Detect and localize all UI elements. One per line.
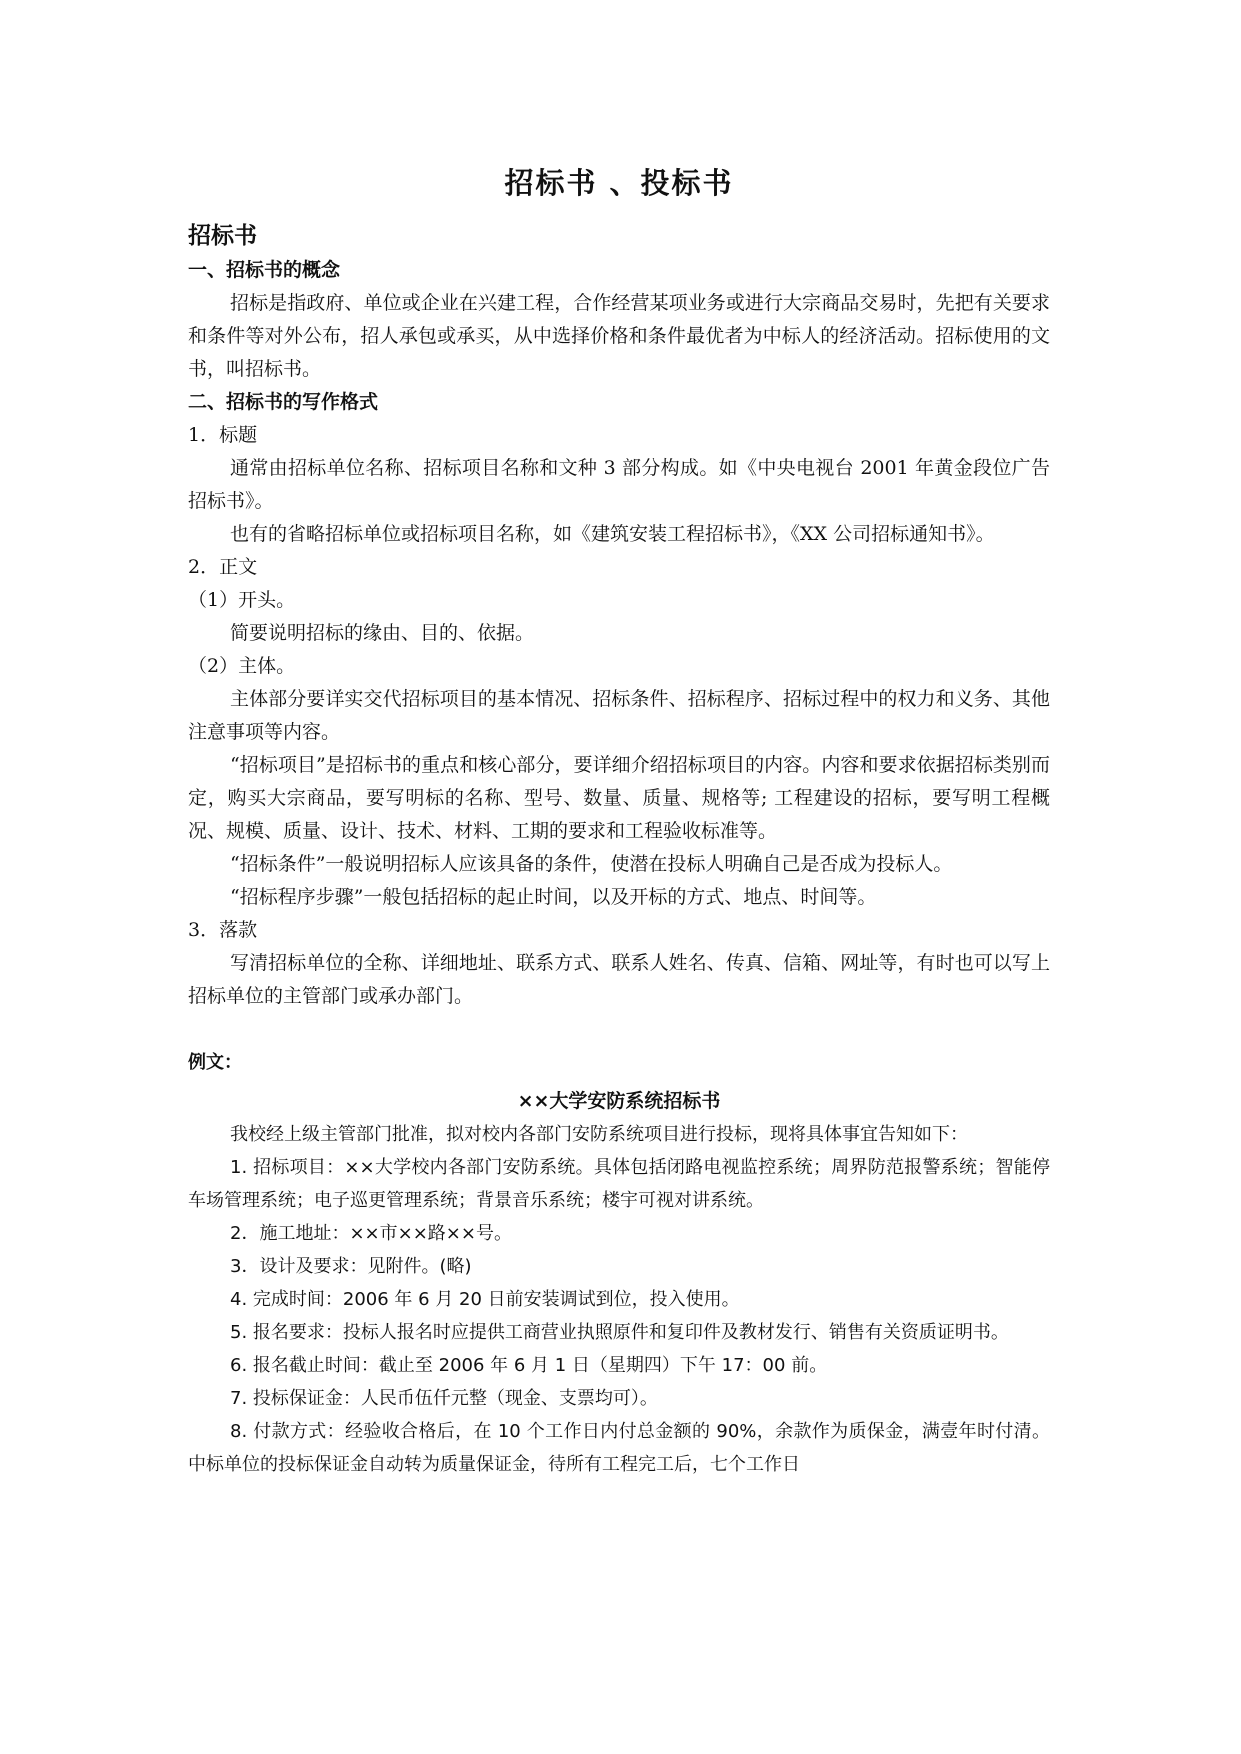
example-item: 4. 完成时间：2006 年 6 月 20 日前安装调试到位，投入使用。 [230, 1289, 740, 1310]
example-label: 例文： [188, 1052, 242, 1073]
section-title: 招标书 [188, 223, 257, 249]
paragraph-title-1: 通常由招标单位名称、招标项目名称和文种 3 部分构成。如《中央电视台 2001 年黄金段位广告招标书》。 [188, 457, 1050, 512]
example-item: 7. 投标保证金：人民币伍仟元整（现金、支票均可）。 [230, 1388, 658, 1409]
example-item: 6. 报名截止时间：截止至 2006 年 6 月 1 日（星期四）下午 17：00 前。 [230, 1355, 828, 1376]
document-body [188, 162, 1050, 1481]
paragraph-main-1: 主体部分要详实交代招标项目的基本情况、招标条件、招标程序、招标过程中的权力和义务、其他注意事项等内容。 [188, 688, 1050, 743]
example-title: ××大学安防系统招标书 [517, 1090, 721, 1112]
paragraph-main-3: “招标条件”一般说明招标人应该具备的条件，使潜在投标人明确自己是否成为投标人。 [230, 853, 953, 875]
heading-format: 二、招标书的写作格式 [188, 391, 379, 413]
heading-signature-item: 3．落款 [188, 919, 258, 941]
paragraph-main-2: “招标项目”是招标书的重点和核心部分，要详细介绍招标项目的内容。内容和要求依据招标类别而定，购买大宗商品，要写明标的名称、型号、数量、质量、规格等; 工程建设的招标，要写明工程概况、规模、质量、设计、技术、材料、工期的要求和工程验收标准等。 [188, 754, 1050, 842]
example-item: 1. 招标项目：××大学校内各部门安防系统。具体包括闭路电视监控系统；周界防范报警系统；智能停车场管理系统；电子巡更管理系统；背景音乐系统；楼宇可视对讲系统。 [188, 1157, 1050, 1211]
paragraph-signature: 写清招标单位的全称、详细地址、联系方式、联系人姓名、传真、信箱、网址等，有时也可以写上招标单位的主管部门或承办部门。 [188, 952, 1050, 1007]
example-item: 8. 付款方式：经验收合格后，在 10 个工作日内付总金额的 90%，余款作为质保金，满壹年时付清。中标单位的投标保证金自动转为质量保证金，待所有工程完工后，七个工作日 [188, 1421, 1050, 1475]
paragraph-opening: 简要说明招标的缘由、目的、依据。 [230, 622, 535, 644]
heading-body-item: 2．正文 [188, 556, 258, 578]
paragraph-main-4: “招标程序步骤”一般包括招标的起止时间，以及开标的方式、地点、时间等。 [230, 886, 877, 908]
blank-line [188, 1013, 1050, 1046]
example-intro: 我校经上级主管部门批准，拟对校内各部门安防系统项目进行投标，现将具体事宜告知如下： [230, 1124, 968, 1145]
example-item: 2．施工地址：××市××路××号。 [230, 1223, 512, 1244]
example-item: 5. 报名要求：投标人报名时应提供工商营业执照原件和复印件及教材发行、销售有关资质证明书。 [230, 1322, 1009, 1343]
heading-opening: （1）开头。 [188, 589, 296, 611]
heading-concept: 一、招标书的概念 [188, 259, 341, 281]
paragraph-concept: 招标是指政府、单位或企业在兴建工程，合作经营某项业务或进行大宗商品交易时，先把有关要求和条件等对外公布，招人承包或承买，从中选择价格和条件最优者为中标人的经济活动。招标使用的文书，叫招标书。 [188, 292, 1050, 380]
heading-title-item: 1．标题 [188, 424, 258, 446]
heading-main: （2）主体。 [188, 655, 296, 677]
example-item: 3．设计及要求：见附件。(略) [230, 1256, 472, 1277]
page-title: 招标书 、投标书 [504, 166, 734, 200]
paragraph-title-2: 也有的省略招标单位或招标项目名称，如《建筑安装工程招标书》，《XX 公司招标通知书》。 [230, 523, 995, 545]
